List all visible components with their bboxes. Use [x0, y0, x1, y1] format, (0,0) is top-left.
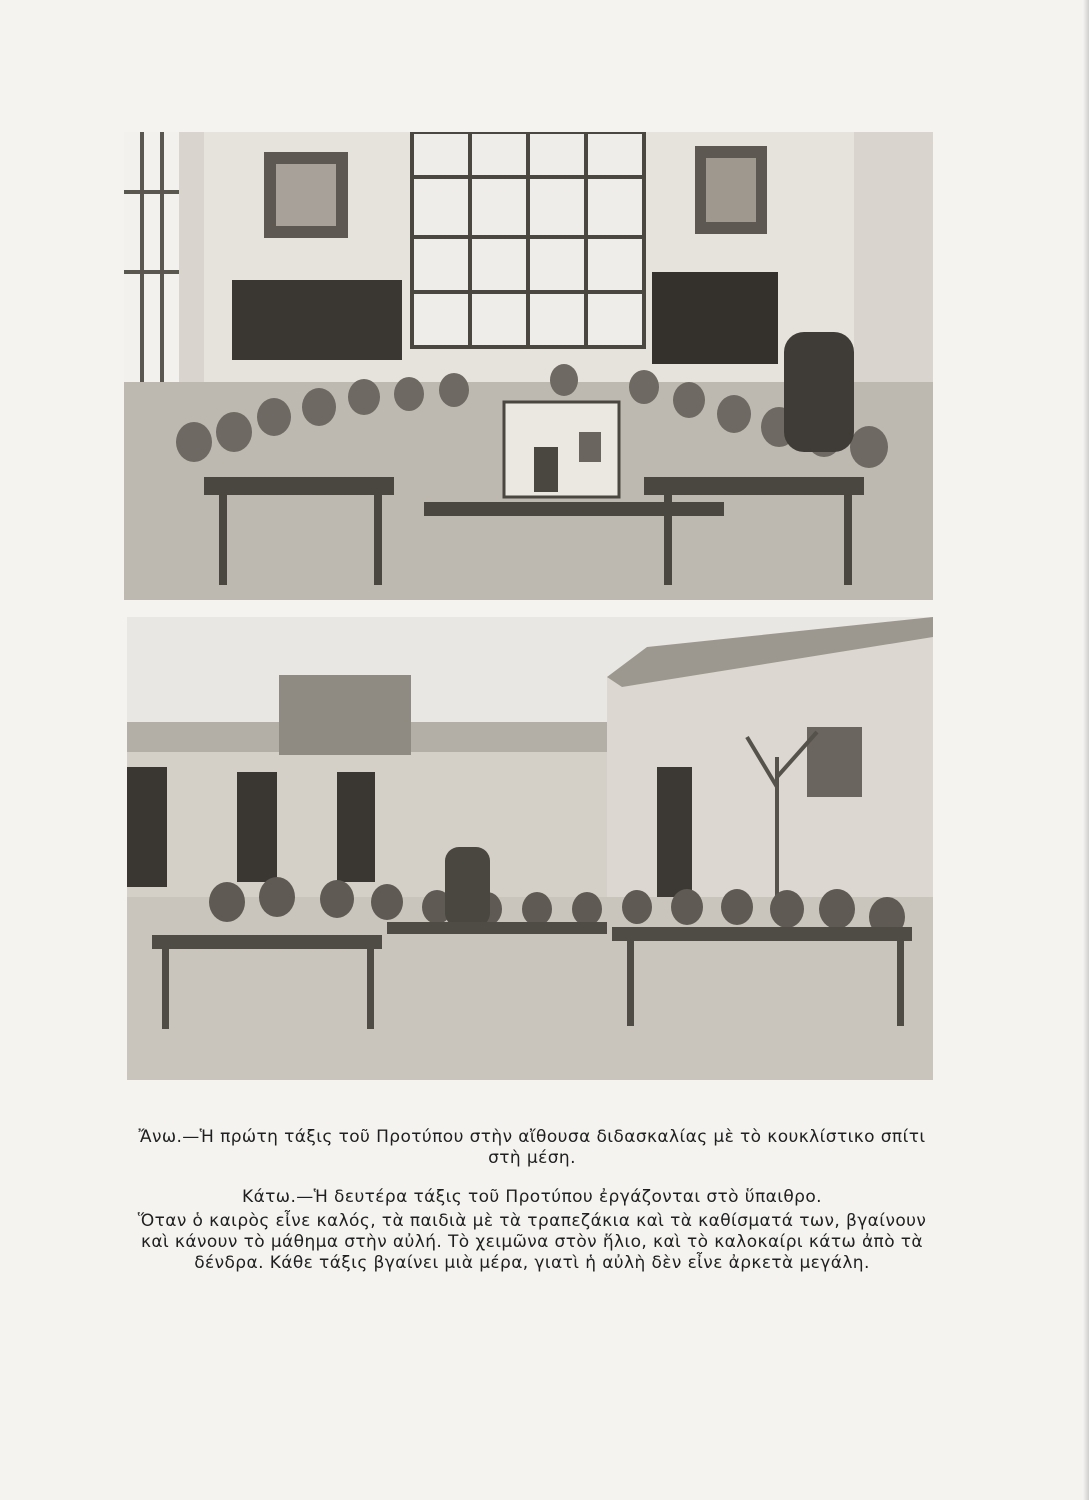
classroom-photo: [124, 132, 933, 600]
bottom-caption-heading: Κάτω.—Ἡ δευτέρα τάξις τοῦ Προτύπου ἐργάζονται στὸ ὕπαιθρο.: [242, 1187, 822, 1207]
page-edge-shadow: [1083, 0, 1089, 1500]
classroom-photo-drawing: [124, 132, 933, 600]
bottom-photo-caption: [126, 1187, 938, 1274]
top-photo-caption: [126, 1127, 938, 1169]
schoolyard-photo-drawing: [127, 617, 933, 1080]
top-caption-text: Ἄνω.—Ἡ πρώτη τάξις τοῦ Προτύπου στὴν αἴθουσα διδασκαλίας μὲ τὸ κουκλίστικο σπίτι στὴ μέση.: [138, 1127, 926, 1168]
schoolyard-photo: [127, 617, 933, 1080]
bottom-caption-body: Ὅταν ὁ καιρὸς εἶνε καλός, τὰ παιδιὰ μὲ τὰ τραπεζάκια καὶ τὰ καθίσματά των, βγαίνουν καὶ κάνουν τὸ μάθημα στὴν αὐλή. Τὸ χειμῶνα στὸν ἥλιο, καὶ τὸ καλοκαίρι κάτω ἀπὸ τὰ δένδρα. Κάθε τάξις βγαίνει μιὰ μέρα, γιατὶ ἡ αὐλὴ δὲν εἶνε ἀρκετὰ μεγάλη.: [137, 1211, 927, 1273]
